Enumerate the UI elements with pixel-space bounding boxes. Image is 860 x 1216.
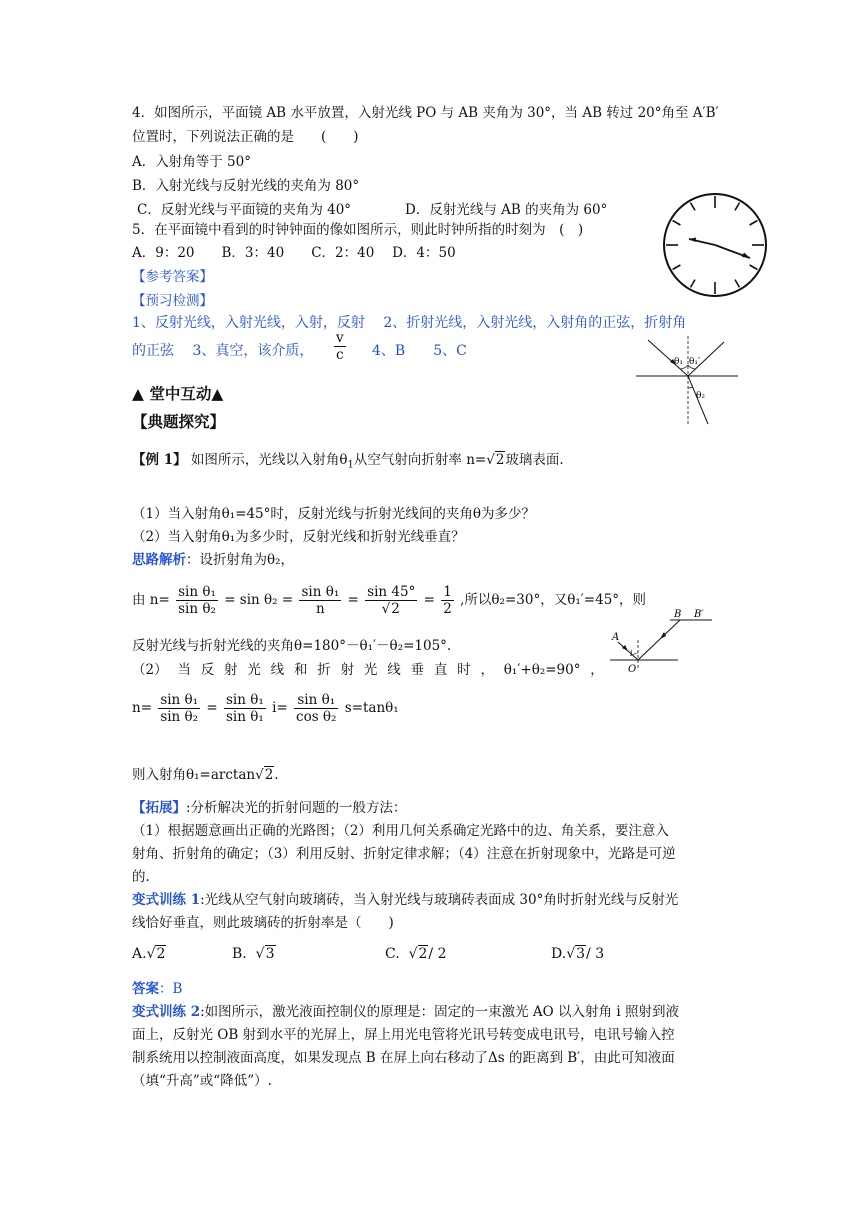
part2-token: （2） [132, 662, 168, 678]
part2-token: 折 [317, 662, 331, 678]
analysis-intro: 思路解析：设折射角为θ₂， [132, 552, 295, 568]
part2-token: 反 [200, 662, 215, 678]
variant2-line4: （填“升高”或“降低”）. [132, 1073, 272, 1089]
variant1-line1: 变式训练 1:光线从空气射向玻璃砖，当入射光线与玻璃砖表面成 30°角时折射光线与反射光 [132, 892, 679, 908]
fig-label-theta1: θ₁ [674, 357, 684, 367]
part2-token: 射 [340, 662, 355, 678]
fig-label-B-prime: B′ [694, 609, 704, 620]
q4-option-a: A．入射角等于 50° [132, 154, 251, 170]
analysis-part2-line [132, 661, 604, 679]
example1-q1: （1）当入射角θ₁=45°时，反射光线与折射光线间的夹角θ为多少？ [132, 506, 535, 522]
fig-label-theta1-prime: θ₁′ [689, 357, 701, 367]
part2-token: 线 [270, 662, 285, 678]
part2-token: 直 [433, 662, 448, 678]
preview-header: 【预习检测】 [132, 293, 213, 309]
variant2-line1: 变式训练 2:如图所示，激光液面控制仪的原理是：固定的一束激光 AO 以入射角 i 照射到液 [132, 1004, 679, 1020]
fig-label-O: O [628, 664, 637, 675]
q4-option-c: C．反射光线与平面镜的夹角为 40° [137, 202, 352, 218]
preview-answers-line2a: 的正弦 3、真空，该介质， [132, 343, 314, 359]
mirror-clock-figure [660, 190, 770, 300]
preview-answers-line1: 1、反射光线，入射光线，入射，反射 2、折射光线，入射光线，入射角的正弦，折射角 [132, 315, 687, 331]
extension-line2: （1）根据题意画出正确的光路图；（2）利用几何关系确定光路中的边、角关系，要注意入 [132, 823, 669, 839]
variant1-option-b: B. √3 [232, 946, 275, 962]
extension-line4: 的. [132, 869, 150, 885]
snell-equation-2: n= $\frac{\text{sin θ₁}}{\text{sin θ₂}}$ = $\frac{\text{sin θ₁}}{\text{sin θ₁}}$ i= $\frac{\text{sin θ₁}}{\text{cos θ₂}}$ s=tanθ₁ [132, 692, 399, 725]
q5-stem: 5．在平面镜中看到的时钟钟面的像如图所示，则此时钟所指的时刻为 ( ) [132, 222, 584, 238]
variant2-line3: 制系统用以控制液面高度，如果发现点 B 在屏上向右移动了Δs 的距离到 B′，由此可知液面 [132, 1050, 675, 1066]
analysis-conclusion: 则入射角θ₁=arctan√2. [132, 767, 279, 783]
ref-answer-header: 【参考答案】 [132, 269, 213, 285]
part2-token: 垂 [410, 662, 425, 678]
preview-answers-line2b: 4、B 5、C [372, 343, 467, 359]
refraction-figure [636, 336, 740, 428]
part2-token: ， [480, 662, 494, 678]
part2-token: 时 [457, 662, 471, 678]
q4-option-b: B．入射光线与反射光线的夹角为 80° [132, 178, 360, 194]
part2-token: θ₁′+θ₂=90° [503, 662, 581, 678]
fig-label-i: i [630, 649, 633, 658]
q4-stem-line2: 位置时，下列说法正确的是 ( ) [132, 129, 359, 145]
part2-token: ， [590, 662, 604, 678]
fraction-v-over-c: $\frac{v}{c}$ [336, 330, 344, 363]
q4-stem-line1: 4．如图所示，平面镜 AB 水平放置，入射光线 PO 与 AB 夹角为 30°，当 AB 转过 20°角至 A′B′ [132, 105, 719, 121]
example1-q2: （2）当入射角θ₁为多少时，反射光线和折射光线垂直？ [132, 529, 465, 545]
part2-token: 光 [247, 662, 261, 678]
part2-token: 和 [293, 662, 308, 678]
laser-level-figure [608, 610, 726, 682]
part2-token: 射 [224, 662, 238, 678]
variant1-option-c: C. √2/ 2 [385, 946, 447, 962]
variant1-answer: 答案：B [132, 981, 183, 997]
q4-option-d: D．反射光线与 AB 的夹角为 60° [405, 202, 608, 218]
part2-token: 线 [387, 662, 401, 678]
extension-line3: 射角、折射角的确定；（3）利用反射、折射定律求解；（4）注意在折射现象中，光路是可逆 [132, 846, 676, 862]
fig-label-theta2: θ₂ [696, 391, 706, 401]
fig-label-B: B [674, 609, 682, 620]
variant1-line2: 线恰好垂直，则此玻璃砖的折射率是（ ) [132, 915, 394, 931]
section-title: ▲ 堂中互动▲ [132, 384, 224, 403]
sqrt-2: √2 [486, 452, 505, 468]
extension-line1: 【拓展】:分析解决光的折射问题的一般方法： [132, 800, 407, 816]
part2-token: 光 [363, 662, 378, 678]
fig-label-A: A [612, 632, 620, 643]
example1-stem: 【例 1】 如图所示，光线以入射角$\theta_1$从空气射向折射率 n=√2玻璃表面. [132, 452, 564, 471]
variant2-line2: 面上，反射光 OB 射到水平的光屏上，屏上用光电管将光讯号转变成电讯号，电讯号输入控 [132, 1027, 675, 1043]
variant1-option-a: A.√2 [132, 946, 166, 962]
q5-options: A．9：20 B．3：40 C．2：40 D．4：50 [132, 245, 456, 261]
typical-header: 【典题探究】 [132, 412, 226, 431]
part2-token: 当 [177, 662, 191, 678]
analysis-angle-result: 反射光线与折射光线的夹角θ=180°－θ₁′－θ₂=105°. [132, 638, 452, 654]
variant1-option-d: D.√3/ 3 [551, 946, 605, 962]
snell-equation-1: 由 n= $\frac{\text{sin θ₁}}{\text{sin θ₂}}$ = sin θ₂ = $\frac{\text{sin θ₁}}{n}$ = $\frac{\sin 45^\circ}{√2}$ = $\frac{1}{2}$ ,所以θ₂=30°，又θ₁′=45°，则 [132, 584, 647, 617]
